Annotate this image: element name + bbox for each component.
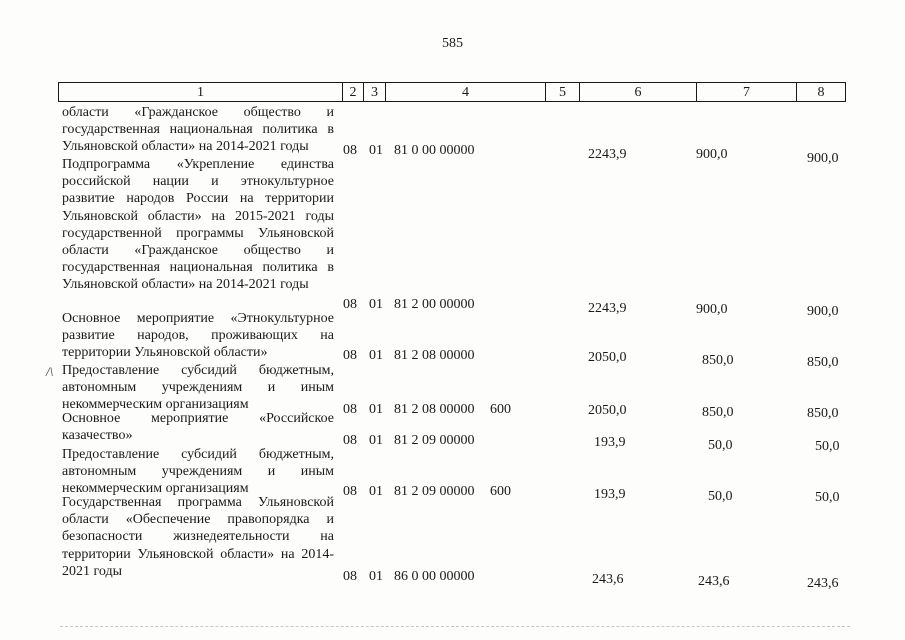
cell-amount-2: 900,0 — [696, 302, 728, 317]
cell-section: 08 — [343, 348, 357, 363]
header-col-1: 1 — [59, 83, 343, 101]
table-header-row — [58, 82, 846, 102]
cell-amount-2: 900,0 — [696, 147, 728, 162]
cell-amount-2: 50,0 — [708, 438, 733, 453]
cell-amount-3: 900,0 — [807, 304, 839, 319]
cell-amount-1: 2050,0 — [588, 403, 627, 418]
cell-target-article: 81 2 08 00000 — [394, 348, 475, 363]
header-col-6: 6 — [580, 83, 697, 101]
cell-target-article: 86 0 00 00000 — [394, 569, 475, 584]
row-description: Государственная программа Ульяновской области «Обеспечение правопорядка и безопасности жизнедеятельности на территории Ульяновской области» на 2014-2021 годы — [62, 495, 334, 579]
cell-subsection: 01 — [369, 569, 383, 584]
cell-amount-3: 900,0 — [807, 151, 839, 166]
cell-section: 08 — [343, 433, 357, 448]
header-col-2: 2 — [343, 83, 364, 101]
cell-amount-1: 243,6 — [592, 572, 624, 587]
cell-amount-1: 2050,0 — [588, 350, 627, 365]
cell-amount-1: 2243,9 — [588, 147, 627, 162]
row-description: Предоставление субсидий бюджетным, автономным учреждениям и иным некоммерческим организациям — [62, 447, 334, 497]
cell-subsection: 01 — [369, 402, 383, 417]
cell-target-article: 81 0 00 00000 — [394, 143, 475, 158]
cell-amount-3: 850,0 — [807, 406, 839, 421]
cell-subsection: 01 — [369, 484, 383, 499]
cell-subsection: 01 — [369, 297, 383, 312]
row-description: Подпрограмма «Укрепление единства российской нации и этнокультурное развитие народов России на территории Ульяновской области» на 2015-2021 годы государственной программы Ульяновской области «Гражданское общество и государственная национальная политика в Ульяновской области» на 2014-2021 годы — [62, 157, 334, 293]
cell-section: 08 — [343, 484, 357, 499]
cell-amount-1: 193,9 — [594, 435, 626, 450]
cell-section: 08 — [343, 402, 357, 417]
cell-section: 08 — [343, 143, 357, 158]
header-col-4: 4 — [386, 83, 546, 101]
cell-subsection: 01 — [369, 433, 383, 448]
cell-amount-3: 50,0 — [815, 490, 840, 505]
scan-edge-line — [60, 626, 850, 627]
cell-amount-1: 2243,9 — [588, 301, 627, 316]
cell-amount-2: 850,0 — [702, 353, 734, 368]
header-col-7: 7 — [697, 83, 797, 101]
row-description: Основное мероприятие «Российское казачество» — [62, 411, 334, 444]
cell-target-article: 81 2 08 00000 — [394, 402, 475, 417]
cell-target-article: 81 2 09 00000 — [394, 484, 475, 499]
cell-section: 08 — [343, 569, 357, 584]
cell-expense-type: 600 — [490, 402, 511, 417]
cell-amount-2: 243,6 — [698, 574, 730, 589]
header-col-3: 3 — [364, 83, 386, 101]
row-description: Предоставление субсидий бюджетным, автономным учреждениям и иным некоммерческим организациям — [62, 363, 334, 413]
row-description: области «Гражданское общество и государственная национальная политика в Ульяновской области» на 2014-2021 годы — [62, 105, 334, 155]
cell-subsection: 01 — [369, 143, 383, 158]
cell-amount-3: 850,0 — [807, 355, 839, 370]
cell-section: 08 — [343, 297, 357, 312]
page-number: 585 — [442, 36, 463, 51]
cell-amount-2: 50,0 — [708, 489, 733, 504]
margin-mark: /\ — [46, 364, 54, 379]
cell-target-article: 81 2 09 00000 — [394, 433, 475, 448]
cell-expense-type: 600 — [490, 484, 511, 499]
cell-amount-3: 50,0 — [815, 439, 840, 454]
cell-amount-1: 193,9 — [594, 487, 626, 502]
row-description: Основное мероприятие «Этнокультурное развитие народов, проживающих на территории Ульяновской области» — [62, 311, 334, 361]
header-col-8: 8 — [817, 85, 825, 100]
cell-subsection: 01 — [369, 348, 383, 363]
header-col-5: 5 — [546, 83, 580, 101]
cell-amount-3: 243,6 — [807, 576, 839, 591]
cell-target-article: 81 2 00 00000 — [394, 297, 475, 312]
cell-amount-2: 850,0 — [702, 405, 734, 420]
